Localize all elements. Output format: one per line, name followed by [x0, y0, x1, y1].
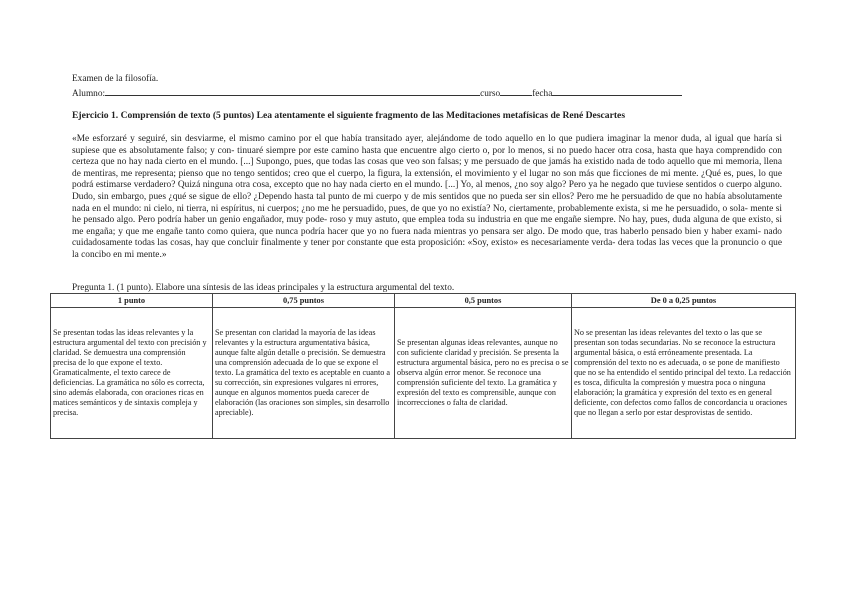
exercise-title: Ejercicio 1. Comprensión de texto (5 puntos) Lea atentamente el siguiente fragmento de las Meditaciones metafísicas de René Descartes — [72, 110, 626, 121]
rubric-table — [50, 293, 796, 439]
rubric-header-1-punto: 1 punto — [51, 294, 213, 308]
rubric-cell-05-puntos: Se presentan algunas ideas relevantes, aunque no con suficiente claridad y precisión. Se presenta la estructura argumental básica, pero no es precisa o se observa algún error menor. Se reconoce una comprensión suficiente del texto. La gramática y expresión del texto es comprensible, aunque con incorrecciones o falta de claridad. — [395, 308, 572, 439]
rubric-criteria-row — [51, 308, 796, 439]
descartes-passage: «Me esforzaré y seguiré, sin desviarme, el mismo camino por el que había transitado ayer, alejándome de todo aquello en lo que pudiera imaginar la menor duda, al igual que haría si supiese que es absolutamente falso; y con- tinuaré siempre por este camino hasta que encuentre algo cierto o, por lo menos, si no puedo hacer otra cosa, hasta que haya comprendido con certeza que no hay nada cierto en el mundo. [...] Supongo, pues, que todas las cosas que veo son falsas; y me persuado de que jamás ha existido nada de todo aquello que mi memoria, llena de mentiras, me representa; pienso que no tengo sentidos; creo que el cuerpo, la figura, la extensión, el movimiento y el lugar no son más que ficciones de mi mente. ¿Qué es, pues, lo que podrá estimarse verdadero? Quizá ninguna otra cosa, excepto que no hay nada cierto en el mundo. [...] Yo, al menos, ¿no soy algo? Pero ya he negado que tuviese sentidos o cuerpo alguno. Dudo, sin embargo, pues ¿qué se sigue de ello? ¿Dependo hasta tal punto de mi cuerpo y de mis sentidos que no pueda ser sin ellos? Pero me he persuadido de que no había absolutamente nada en el mundo: ni cielo, ni tierra, ni espíritus, ni cuerpos; ¿no me he persuadido, pues, de que yo no existía? No, ciertamente, probablemente exista, si me he persuadido, o sola- mente si he pensado algo. Pero podría haber un genio engañador, muy pode- roso y muy astuto, que emplea toda su industria en que me engañe siempre. No hay, pues, duda alguna de que existo, si me engaña; y que me engañe tanto como quiera, que nunca podría hacer que yo no fuera nada mientras yo pensara ser algo. De modo que, tras haberlo pensado bien y haber exami- nado cuidadosamente todas las cosas, hay que concluir finalmente y tener por constante que esta proposición: «Soy, existo» es necesariamente verda- dera todas las veces que la pronuncio o que la concibo en mi mente.» — [72, 134, 782, 260]
date-label: fecha — [532, 89, 553, 99]
rubric-header-0-025-puntos: De 0 a 0,25 puntos — [572, 294, 796, 308]
exam-title: Examen de la filosofía. — [72, 74, 159, 84]
student-info-line — [72, 86, 772, 100]
question-1: Pregunta 1. (1 punto). Elabore una síntesis de las ideas principales y la estructura argumental del texto. — [72, 283, 455, 293]
student-label: Alumno: — [72, 89, 106, 99]
date-blank[interactable] — [552, 86, 682, 96]
rubric-header-row — [51, 294, 796, 308]
rubric-cell-075-puntos: Se presentan con claridad la mayoría de las ideas relevantes y la estructura argumentativa básica, aunque falte algún detalle o precisión. Se demuestra una comprensión adecuada de lo que se expone el texto. La gramática del texto es aceptable en cuanto a su corrección, sin expresiones vulgares ni errores, aunque en algunos momentos pueda carecer de elaboración (las oraciones son simples, sin desarrollo apreciable). — [213, 308, 395, 439]
rubric-header-05-puntos: 0,5 puntos — [395, 294, 572, 308]
course-blank[interactable] — [500, 86, 532, 96]
student-name-blank[interactable] — [105, 86, 480, 96]
rubric-header-075-puntos: 0,75 puntos — [213, 294, 395, 308]
course-label: curso — [480, 89, 501, 99]
rubric-cell-1-punto: Se presentan todas las ideas relevantes y la estructura argumental del texto con precisión y claridad. Se demuestra una comprensión precisa de lo que expone el texto. Gramaticalmente, el texto carece de deficiencias. La gramática no sólo es correcta, sino además elaborada, con oraciones ricas en matices semánticos y de sintaxis compleja y precisa. — [51, 308, 213, 439]
rubric-cell-0-025-puntos: No se presentan las ideas relevantes del texto o las que se presentan son todas secundarias. No se reconoce la estructura argumental básica, o está erróneamente presentada. La comprensión del texto no es adecuada, o se pone de manifiesto que no se ha entendido el sentido principal del texto. La redacción es tosca, dificulta la compresión y muestra poca o ninguna elaboración; la gramática y expresión del texto es en general deficiente, con defectos como fallos de concordancia u oraciones que no llegan a serlo por estar desprovistas de sentido. — [572, 308, 796, 439]
